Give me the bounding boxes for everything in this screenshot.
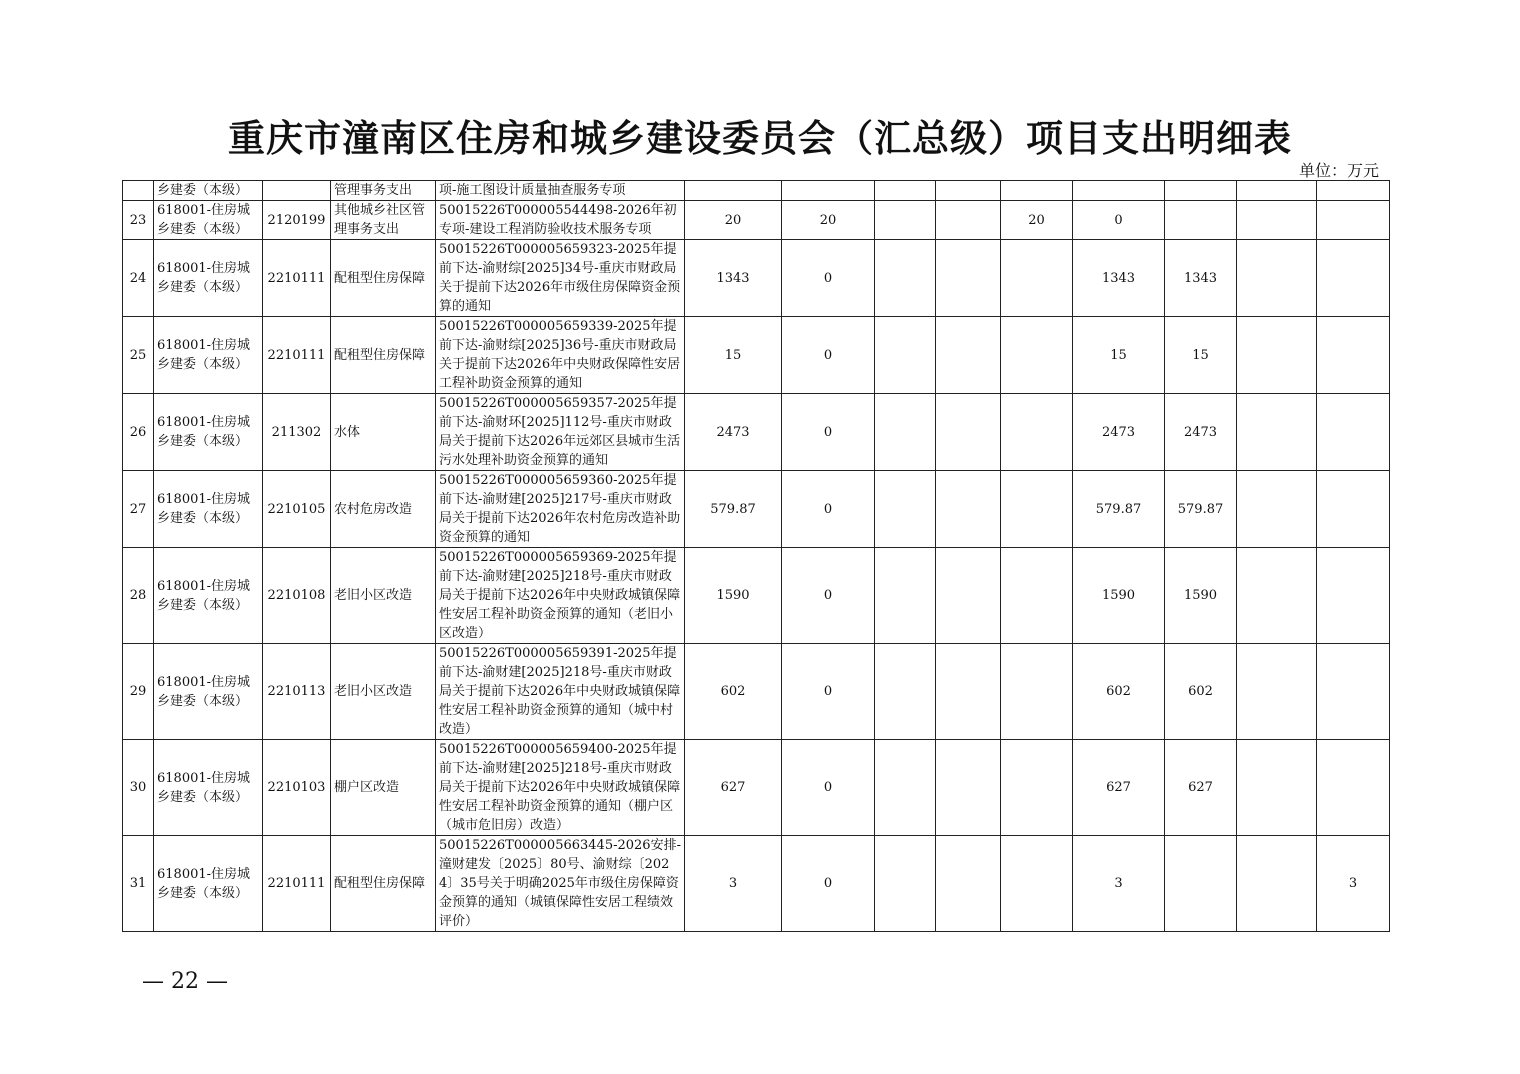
table-row bbox=[123, 394, 1390, 471]
total-cell: 20 bbox=[685, 201, 782, 240]
unit-cell: 乡建委（本级） bbox=[154, 181, 263, 201]
amount-cell bbox=[1165, 836, 1237, 932]
amount-cell bbox=[1317, 317, 1390, 394]
unit-cell: 618001-住房城乡建委（本级） bbox=[154, 836, 263, 932]
category-cell: 棚户区改造 bbox=[331, 740, 436, 836]
amount-cell: 0 bbox=[782, 471, 875, 548]
amount-cell bbox=[1237, 471, 1317, 548]
total-cell: 15 bbox=[685, 317, 782, 394]
unit-cell: 618001-住房城乡建委（本级） bbox=[154, 394, 263, 471]
amount-cell bbox=[1001, 471, 1073, 548]
amount-cell bbox=[1237, 394, 1317, 471]
amount-cell bbox=[1317, 181, 1390, 201]
amount-cell bbox=[1001, 836, 1073, 932]
amount-cell bbox=[1237, 740, 1317, 836]
function-code-cell: 2210105 bbox=[263, 471, 331, 548]
table-row bbox=[123, 836, 1390, 932]
row-number: 28 bbox=[123, 548, 154, 644]
project-cell: 50015226T000005659400-2025年提前下达-渝财建[2025]218号-重庆市财政局关于提前下达2026年中央财政城镇保障性安居工程补助资金预算的通知（棚户区（城市危旧房）改造） bbox=[436, 740, 685, 836]
amount-cell bbox=[875, 836, 936, 932]
category-cell: 水体 bbox=[331, 394, 436, 471]
amount-cell bbox=[1237, 317, 1317, 394]
row-number: 23 bbox=[123, 201, 154, 240]
row-number: 30 bbox=[123, 740, 154, 836]
amount-cell bbox=[875, 394, 936, 471]
function-code-cell bbox=[263, 181, 331, 201]
row-number bbox=[123, 181, 154, 201]
function-code-cell: 211302 bbox=[263, 394, 331, 471]
amount-cell bbox=[936, 240, 1001, 317]
table-row bbox=[123, 317, 1390, 394]
amount-cell bbox=[1001, 317, 1073, 394]
amount-cell bbox=[1317, 471, 1390, 548]
category-cell: 配租型住房保障 bbox=[331, 240, 436, 317]
category-cell: 老旧小区改造 bbox=[331, 548, 436, 644]
category-cell: 农村危房改造 bbox=[331, 471, 436, 548]
amount-cell bbox=[875, 644, 936, 740]
amount-cell bbox=[936, 548, 1001, 644]
row-number: 24 bbox=[123, 240, 154, 317]
amount-cell bbox=[1001, 548, 1073, 644]
amount-cell: 2473 bbox=[1073, 394, 1165, 471]
amount-cell bbox=[875, 317, 936, 394]
table-row bbox=[123, 740, 1390, 836]
amount-cell: 20 bbox=[782, 201, 875, 240]
amount-cell bbox=[1317, 740, 1390, 836]
function-code-cell: 2210113 bbox=[263, 644, 331, 740]
category-cell: 其他城乡社区管理事务支出 bbox=[331, 201, 436, 240]
amount-cell bbox=[936, 471, 1001, 548]
unit-label: 单位：万元 bbox=[1298, 161, 1379, 180]
amount-cell bbox=[875, 181, 936, 201]
unit-cell: 618001-住房城乡建委（本级） bbox=[154, 201, 263, 240]
total-cell: 1590 bbox=[685, 548, 782, 644]
amount-cell: 1343 bbox=[1073, 240, 1165, 317]
amount-cell: 2473 bbox=[1165, 394, 1237, 471]
row-number: 25 bbox=[123, 317, 154, 394]
amount-cell: 627 bbox=[1073, 740, 1165, 836]
amount-cell bbox=[1317, 548, 1390, 644]
amount-cell: 0 bbox=[1073, 201, 1165, 240]
project-cell: 50015226T000005659360-2025年提前下达-渝财建[2025]217号-重庆市财政局关于提前下达2026年农村危房改造补助资金预算的通知 bbox=[436, 471, 685, 548]
amount-cell bbox=[875, 740, 936, 836]
amount-cell: 1590 bbox=[1073, 548, 1165, 644]
amount-cell bbox=[936, 836, 1001, 932]
amount-cell: 0 bbox=[782, 836, 875, 932]
unit-cell: 618001-住房城乡建委（本级） bbox=[154, 644, 263, 740]
amount-cell bbox=[1317, 644, 1390, 740]
amount-cell bbox=[936, 394, 1001, 471]
row-number: 27 bbox=[123, 471, 154, 548]
amount-cell bbox=[1165, 181, 1237, 201]
table-row bbox=[123, 181, 1390, 201]
amount-cell bbox=[875, 201, 936, 240]
amount-cell bbox=[1001, 394, 1073, 471]
page-title: 重庆市潼南区住房和城乡建设委员会（汇总级）项目支出明细表 bbox=[228, 116, 1292, 160]
amount-cell: 1590 bbox=[1165, 548, 1237, 644]
project-cell: 50015226T000005663445-2026安排-潼财建发〔2025〕80号、渝财综〔2024〕35号关于明确2025年市级住房保障资金预算的通知（城镇保障性安居工程绩效评价） bbox=[436, 836, 685, 932]
amount-cell: 0 bbox=[782, 240, 875, 317]
total-cell: 602 bbox=[685, 644, 782, 740]
amount-cell: 3 bbox=[1317, 836, 1390, 932]
amount-cell: 602 bbox=[1165, 644, 1237, 740]
category-cell: 管理事务支出 bbox=[331, 181, 436, 201]
amount-cell bbox=[1237, 201, 1317, 240]
total-cell: 627 bbox=[685, 740, 782, 836]
row-number: 31 bbox=[123, 836, 154, 932]
amount-cell bbox=[1237, 644, 1317, 740]
amount-cell bbox=[1237, 181, 1317, 201]
function-code-cell: 2210111 bbox=[263, 240, 331, 317]
amount-cell bbox=[1317, 240, 1390, 317]
amount-cell bbox=[1237, 836, 1317, 932]
table-row bbox=[123, 471, 1390, 548]
function-code-cell: 2210103 bbox=[263, 740, 331, 836]
project-cell: 50015226T000005659323-2025年提前下达-渝财综[2025]34号-重庆市财政局关于提前下达2026年市级住房保障资金预算的通知 bbox=[436, 240, 685, 317]
amount-cell: 0 bbox=[782, 394, 875, 471]
table-row bbox=[123, 548, 1390, 644]
amount-cell bbox=[1317, 201, 1390, 240]
function-code-cell: 2210111 bbox=[263, 836, 331, 932]
amount-cell bbox=[1001, 644, 1073, 740]
unit-cell: 618001-住房城乡建委（本级） bbox=[154, 548, 263, 644]
unit-cell: 618001-住房城乡建委（本级） bbox=[154, 740, 263, 836]
function-code-cell: 2210108 bbox=[263, 548, 331, 644]
amount-cell: 602 bbox=[1073, 644, 1165, 740]
amount-cell bbox=[875, 471, 936, 548]
amount-cell: 1343 bbox=[1165, 240, 1237, 317]
amount-cell: 579.87 bbox=[1073, 471, 1165, 548]
total-cell bbox=[685, 181, 782, 201]
project-cell: 项-施工图设计质量抽查服务专项 bbox=[436, 181, 685, 201]
total-cell: 579.87 bbox=[685, 471, 782, 548]
amount-cell bbox=[936, 317, 1001, 394]
project-cell: 50015226T000005659369-2025年提前下达-渝财建[2025]218号-重庆市财政局关于提前下达2026年中央财政城镇保障性安居工程补助资金预算的通知（老旧小区改造） bbox=[436, 548, 685, 644]
project-cell: 50015226T000005544498-2026年初专项-建设工程消防验收技术服务专项 bbox=[436, 201, 685, 240]
row-number: 26 bbox=[123, 394, 154, 471]
table-row bbox=[123, 240, 1390, 317]
amount-cell: 627 bbox=[1165, 740, 1237, 836]
category-cell: 配租型住房保障 bbox=[331, 836, 436, 932]
amount-cell bbox=[1237, 548, 1317, 644]
amount-cell bbox=[1001, 240, 1073, 317]
amount-cell: 0 bbox=[782, 317, 875, 394]
function-code-cell: 2210111 bbox=[263, 317, 331, 394]
amount-cell: 15 bbox=[1165, 317, 1237, 394]
table-row bbox=[123, 644, 1390, 740]
amount-cell: 0 bbox=[782, 740, 875, 836]
amount-cell bbox=[936, 181, 1001, 201]
amount-cell bbox=[1165, 201, 1237, 240]
expenditure-table bbox=[122, 180, 1390, 932]
amount-cell bbox=[1237, 240, 1317, 317]
table-row bbox=[123, 201, 1390, 240]
amount-cell bbox=[936, 644, 1001, 740]
function-code-cell: 2120199 bbox=[263, 201, 331, 240]
amount-cell: 20 bbox=[1001, 201, 1073, 240]
project-cell: 50015226T000005659391-2025年提前下达-渝财建[2025]218号-重庆市财政局关于提前下达2026年中央财政城镇保障性安居工程补助资金预算的通知（城中村改造） bbox=[436, 644, 685, 740]
amount-cell bbox=[875, 240, 936, 317]
amount-cell bbox=[875, 548, 936, 644]
amount-cell bbox=[1317, 394, 1390, 471]
total-cell: 3 bbox=[685, 836, 782, 932]
amount-cell: 579.87 bbox=[1165, 471, 1237, 548]
amount-cell: 0 bbox=[782, 644, 875, 740]
row-number: 29 bbox=[123, 644, 154, 740]
amount-cell: 3 bbox=[1073, 836, 1165, 932]
total-cell: 2473 bbox=[685, 394, 782, 471]
category-cell: 配租型住房保障 bbox=[331, 317, 436, 394]
amount-cell bbox=[1073, 181, 1165, 201]
page-number: — 22 — bbox=[142, 969, 228, 994]
amount-cell bbox=[1001, 740, 1073, 836]
amount-cell: 15 bbox=[1073, 317, 1165, 394]
amount-cell bbox=[936, 201, 1001, 240]
amount-cell bbox=[782, 181, 875, 201]
unit-cell: 618001-住房城乡建委（本级） bbox=[154, 317, 263, 394]
category-cell: 老旧小区改造 bbox=[331, 644, 436, 740]
amount-cell bbox=[1001, 181, 1073, 201]
unit-cell: 618001-住房城乡建委（本级） bbox=[154, 471, 263, 548]
unit-cell: 618001-住房城乡建委（本级） bbox=[154, 240, 263, 317]
amount-cell: 0 bbox=[782, 548, 875, 644]
project-cell: 50015226T000005659357-2025年提前下达-渝财环[2025]112号-重庆市财政局关于提前下达2026年远郊区县城市生活污水处理补助资金预算的通知 bbox=[436, 394, 685, 471]
amount-cell bbox=[936, 740, 1001, 836]
project-cell: 50015226T000005659339-2025年提前下达-渝财综[2025]36号-重庆市财政局关于提前下达2026年中央财政保障性安居工程补助资金预算的通知 bbox=[436, 317, 685, 394]
total-cell: 1343 bbox=[685, 240, 782, 317]
